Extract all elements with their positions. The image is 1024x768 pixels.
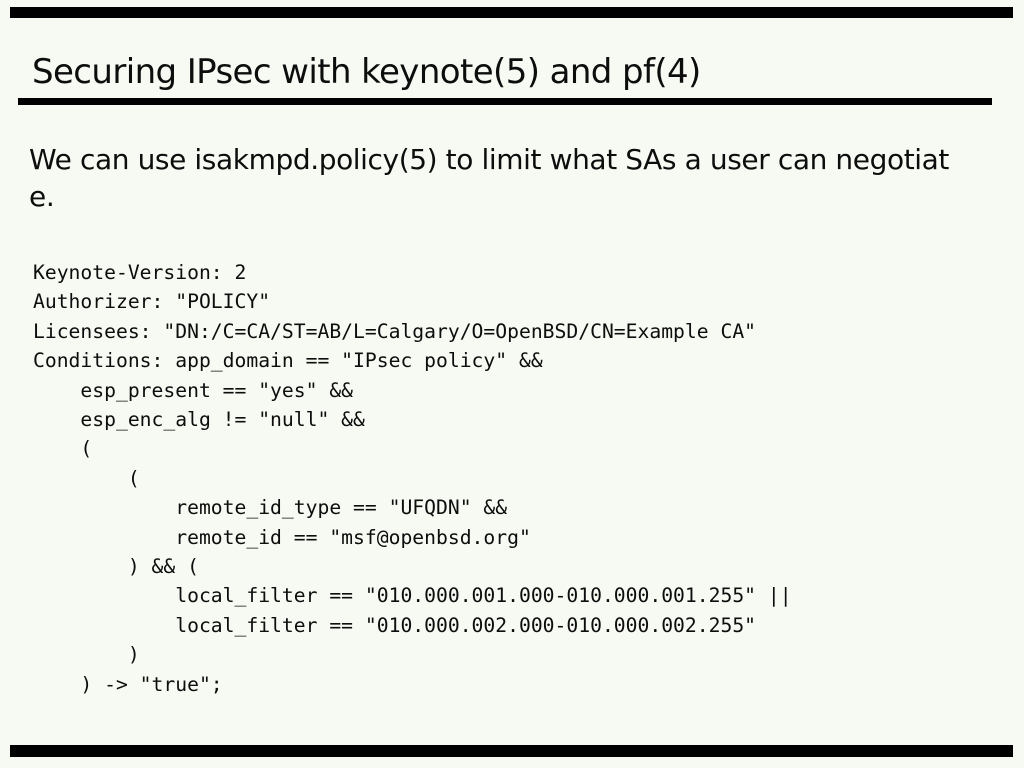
code-line: Keynote-Version: 2 <box>33 261 247 284</box>
slide-body-text <box>29 141 949 215</box>
code-line: Conditions: app_domain == "IPsec policy" && <box>33 349 543 373</box>
code-line: esp_enc_alg != "null" && <box>33 408 365 432</box>
code-line: esp_present == "yes" && <box>33 378 354 402</box>
code-line: Licensees: "DN:/C=CA/ST=AB/L=Calgary/O=OpenBSD/CN=Example CA" <box>33 319 757 343</box>
code-line: local_filter == "010.000.001.000-010.000.001.255" || <box>33 584 792 608</box>
code-line: remote_id == "msf@openbsd.org" <box>33 525 531 549</box>
body-text-line-2: e. <box>29 180 55 213</box>
slide-title: Securing IPsec with keynote(5) and pf(4) <box>32 52 701 92</box>
bottom-edge-bar <box>10 745 1013 757</box>
code-line: local_filter == "010.000.002.000-010.000.002.255" <box>33 613 757 637</box>
code-line: ) <box>33 643 140 667</box>
code-line: ( <box>33 466 140 490</box>
code-line: ) && ( <box>33 555 199 579</box>
policy-code-block <box>33 258 792 699</box>
body-text-line-1: We can use isakmpd.policy(5) to limit what SAs a user can negotiat <box>29 143 950 176</box>
code-line: Authorizer: "POLICY" <box>33 290 271 314</box>
code-line: ) -> "true"; <box>33 672 223 696</box>
top-edge-bar <box>10 7 1013 18</box>
code-line: ( <box>33 437 93 461</box>
code-line: remote_id_type == "UFQDN" && <box>33 496 508 520</box>
title-underline-rule <box>18 98 992 105</box>
